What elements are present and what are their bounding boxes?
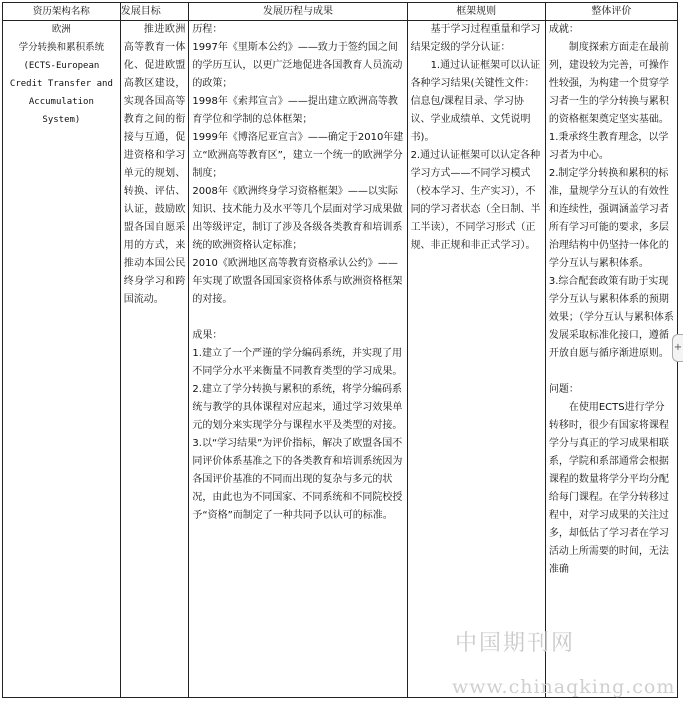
table-row [3, 21, 678, 698]
history-cell [189, 21, 407, 698]
history-item: 2008年《欧洲终身学习资格框架》——以实际知识、技术能力及水平等几个层面对学习成果做出等级评定，制订了涉及各级各类教育和培训系统的欧洲资格认定标准； [192, 186, 403, 251]
achievements-label: 成就： [548, 24, 579, 35]
framework-name-cn: 欧洲 [51, 24, 71, 35]
result-item: 1.建立了一个严谨的学分编码系统，并实现了用不同学分水平来衡量不同教育类型的学习成果。 [192, 348, 403, 377]
rules-cell [407, 21, 545, 698]
goal-cell [120, 21, 189, 698]
framework-name-en-2: Credit Transfer and [9, 79, 113, 89]
framework-name-en-3: Accumulation [28, 97, 94, 107]
watermark-cn: 中国期刊网 [455, 631, 576, 656]
rules-item: 1.通过认证框架可以认证各种学习结果(关键性文件：信息包/课程目录、学习协议、学业成绩单、文凭说明书)。 [410, 60, 541, 143]
result-item: 3.以“学习结果”为评价指标，解决了欧盟各国不同评价体系基准之下的各类教育和培训系统因为各国评价基准的不同而出现的复杂与多元的状况，由此也为不同国家、不同系统和不同院校授予“资格”而制定了一种共同予以认可的标准。 [192, 438, 403, 521]
header-history: 发展历程与成果 [189, 3, 407, 21]
table-header-row [3, 3, 678, 21]
header-framework-name: 资历架构名称 [3, 3, 121, 21]
goal-text: 推进欧洲高等教育一体化、促进欧盟高教区建设，实现各国高等教育之间的衔接与互通，促进资格和学习单元的规划、转换、评估、认证，鼓励欧盟各国自愿采用的方式，来推动本国公民终身学习和跨国流动。 [123, 24, 186, 305]
history-item: 1999年《博洛尼亚宣言》——确定于2010年建立“欧洲高等教育区”，建立一个统一的欧洲学分制度； [192, 132, 404, 179]
watermark-en: www.chinaqking.com [452, 676, 676, 698]
framework-name-en-4: System) [42, 115, 81, 125]
side-expand-icon[interactable]: + [672, 334, 683, 362]
framework-name-cn-2: 学分转换和累积系统 [18, 42, 105, 53]
qualification-framework-table [2, 2, 678, 698]
achievement-item: 1.秉承终生教育理念，以学习者为中心。 [548, 132, 669, 161]
framework-name-cell [3, 21, 121, 698]
problems-text: 在使用ECTS进行学分转移时，很少有国家将课程学分与真正的学习成果相联系，学院和系部通常会根据课程的数量将学分平均分配给每门课程。在学分转移过程中，对学习成果的关注过多，却低估了学习者在学习活动上所需要的时间，无法准确 [548, 402, 669, 575]
achievement-item: 3.综合配套政策有助于实现学分互认与累积体系的预期效果；（学分互认与累积体系发展采取标准化接口，遵循开放自愿与循序渐进原则。 [548, 276, 674, 359]
history-item: 1998年《索邦宣言》——提出建立欧洲高等教育学位和学制的总体框架； [192, 96, 398, 125]
problems-label: 问题： [548, 384, 579, 395]
framework-name-en-1: (ECTS-European [23, 61, 100, 71]
header-rules: 框架规则 [407, 3, 545, 21]
header-goal: 发展目标 [120, 3, 189, 21]
rules-intro: 基于学习过程重量和学习结果定级的学分认证： [410, 24, 541, 53]
results-label: 成果： [192, 330, 223, 341]
evaluation-cell [545, 21, 677, 698]
history-label: 历程： [192, 24, 223, 35]
header-evaluation: 整体评价 [545, 3, 677, 21]
result-item: 2.建立了学分转换与累积的系统，将学分编码系统与教学的具体课程对应起来，通过学习效果单元的划分来实现学分与课程水平及类型的对接。 [192, 384, 403, 431]
history-item: 2010《欧洲地区高等教育资格承认公约》——年实现了欧盟各国国家资格体系与欧洲资格框架的对接。 [192, 258, 403, 305]
history-item: 1997年《里斯本公约》——致力于签约国之间的学历互认，以更广泛地促进各国教育人员流动的政策； [192, 42, 403, 89]
achievement-item: 2.制定学分转换和累积的标准，量规学分互认的有效性和连续性，强调涵盖学习者所有学习可能的要求，多层治理结构中仍坚持一体化的学分互认与累积体系。 [548, 168, 669, 269]
rules-item: 2.通过认证框架可以认定各种学习方式——不同学习模式（校本学习、生产实习），不同的学习者状态（全日制、半工半读），不同学习形式（正规、非正规和非正式学习）。 [410, 150, 541, 251]
achievements-intro: 制度探索方面走在最前列，建设较为完善，可操作性较强，为构建一个贯穿学习者一生的学分转换与累积的资格框架奠定坚实基础。 [548, 42, 669, 125]
